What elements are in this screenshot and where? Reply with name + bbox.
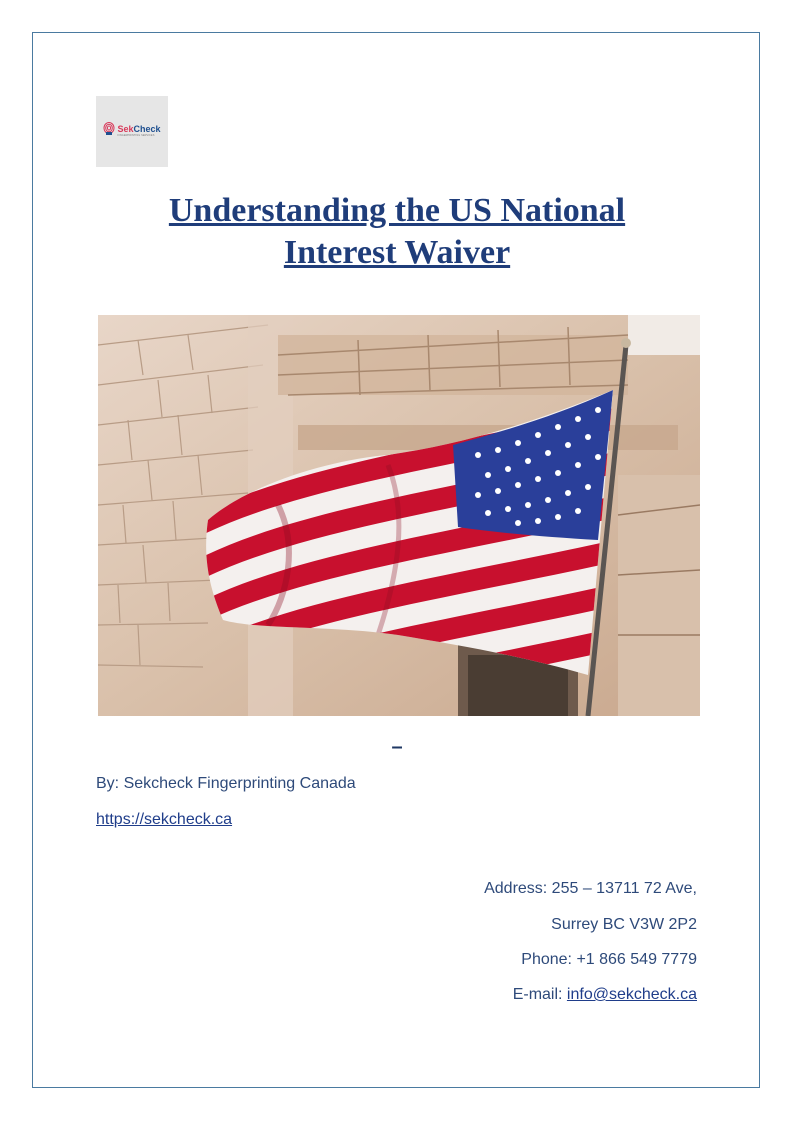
email-label: E-mail: bbox=[512, 986, 563, 1003]
website-link[interactable]: https://sekcheck.ca bbox=[96, 811, 233, 828]
logo-tagline: FINGERPRINTING SERVICES bbox=[117, 134, 155, 137]
title-line-1: Understanding the US National bbox=[168, 192, 626, 229]
address-line-2: Surrey BC V3W 2P2 bbox=[551, 916, 697, 933]
logo-wordmark: SekCheck bbox=[117, 124, 161, 134]
separator-dash: – bbox=[391, 736, 403, 758]
hero-image bbox=[98, 315, 700, 716]
phone-number: Phone: +1 866 549 7779 bbox=[521, 951, 697, 968]
author-byline: By: Sekcheck Fingerprinting Canada bbox=[96, 775, 356, 792]
fingerprint-icon bbox=[103, 122, 115, 141]
american-flag-photo-icon bbox=[98, 315, 700, 716]
address-line-1: Address: 255 – 13711 72 Ave, bbox=[484, 880, 697, 897]
email-link[interactable]: info@sekcheck.ca bbox=[566, 986, 697, 1003]
email-line bbox=[297, 986, 697, 1004]
company-logo bbox=[96, 96, 168, 167]
document-title bbox=[96, 190, 698, 274]
title-line-2: Interest Waiver bbox=[283, 234, 511, 271]
